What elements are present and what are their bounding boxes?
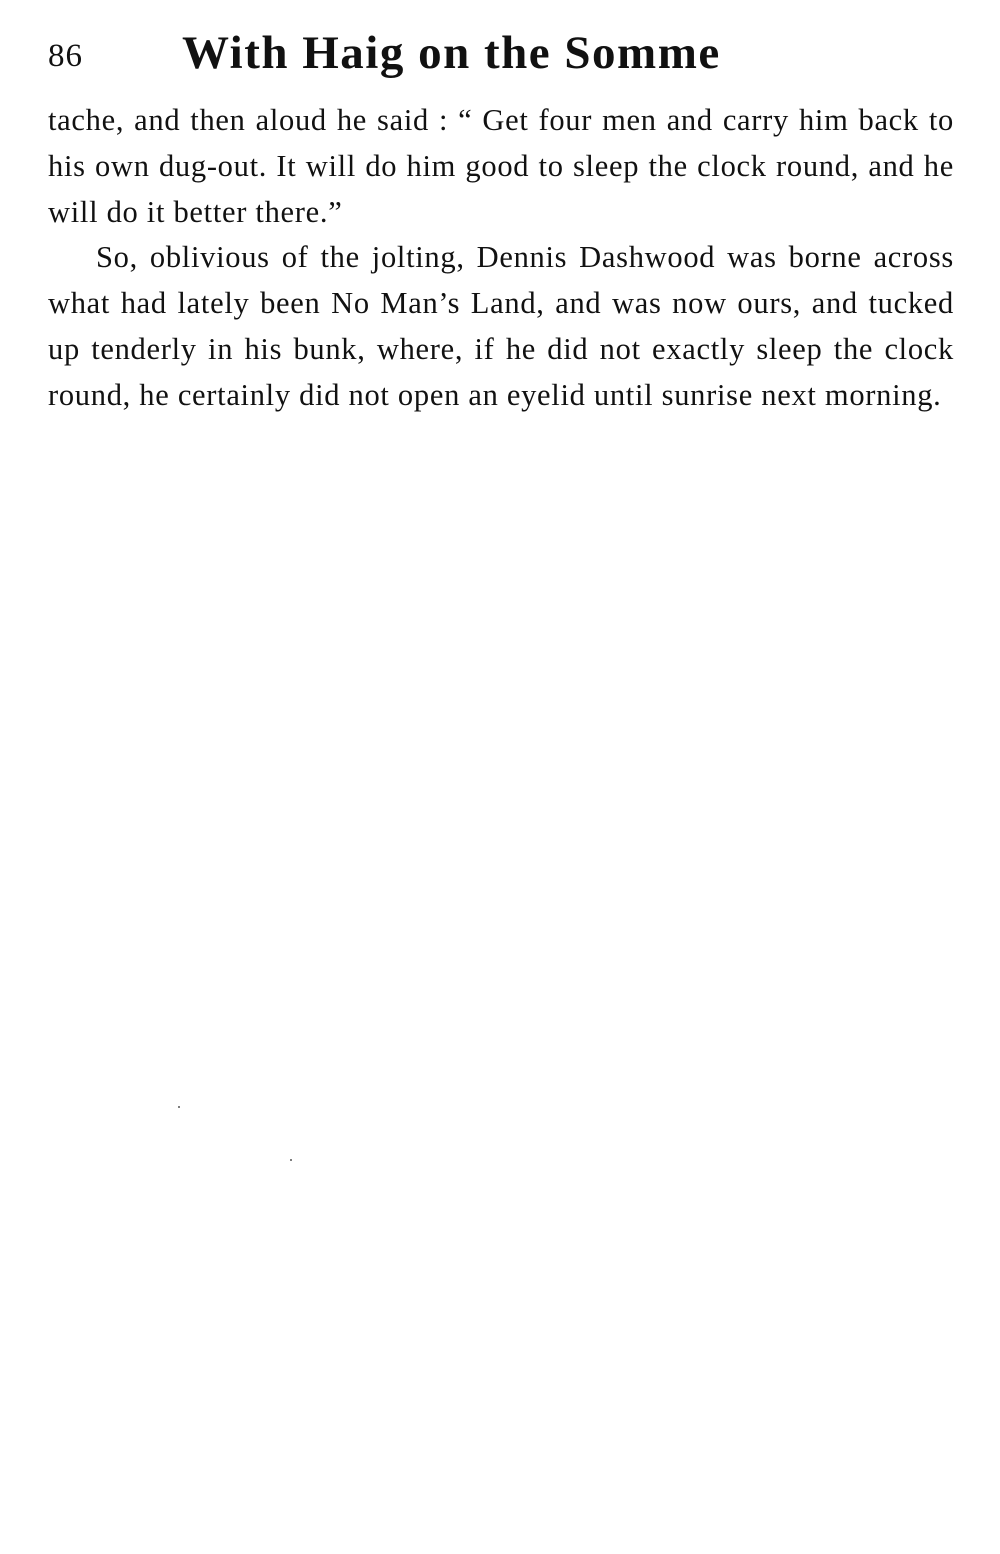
body-text [48, 98, 954, 419]
running-title: With Haig on the Somme [182, 27, 721, 79]
paragraph: So, oblivious of the jolting, Dennis Dashwood was borne across what had lately been No Man’s Land, and was now ours, and tucked up tenderly in his bunk, where, if he did not exactly sleep the clock round, he certainly did not open an eyelid until sunrise next morning. [48, 240, 954, 412]
page-header [48, 26, 818, 86]
paragraph-continuation: tache, and then aloud he said : “ Get four men and carry him back to his own dug-out. It will do him good to sleep the clock round, and he will do it better there.” [48, 103, 954, 229]
scan-speck [178, 1106, 180, 1108]
scan-speck [290, 1159, 292, 1161]
page-number: 86 [48, 38, 83, 74]
